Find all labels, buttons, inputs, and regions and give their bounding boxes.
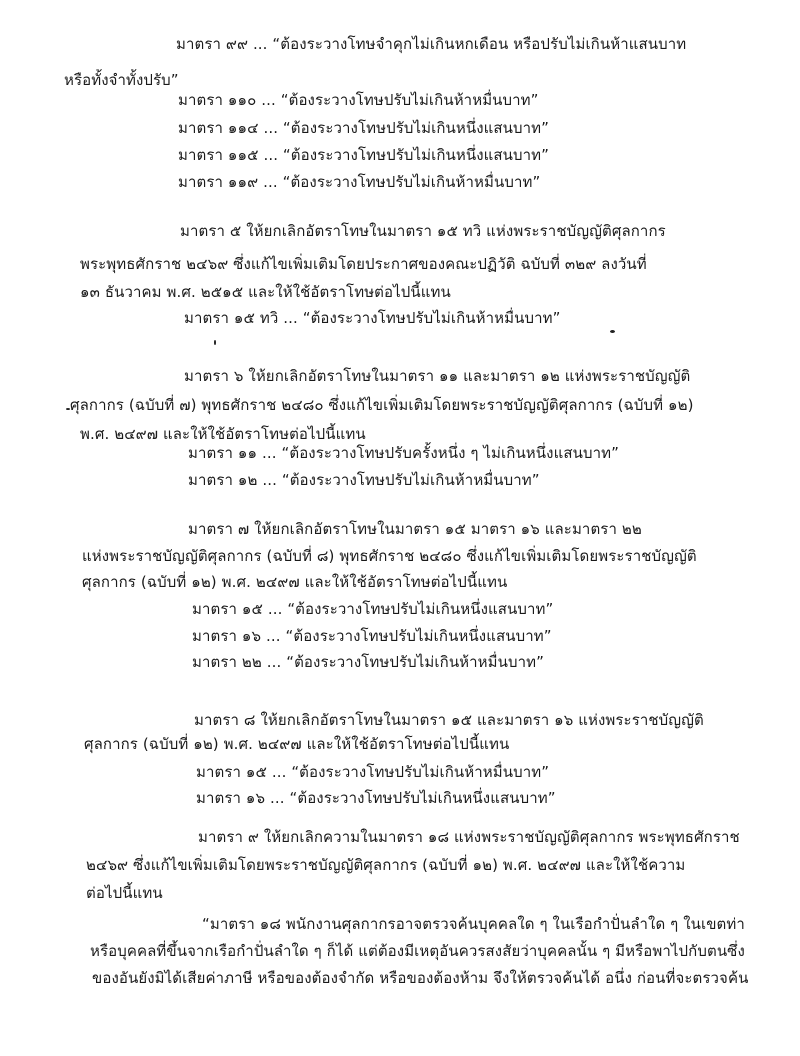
text-line: มาตรา ๑๕ ... “ต้องระวางโทษปรับไม่เกินห้าหมื่นบาท” — [196, 763, 550, 781]
text-line: มาตรา ๑๖ ... “ต้องระวางโทษปรับไม่เกินหนึ่งแสนบาท” — [192, 627, 552, 645]
text-line: ๑๓ ธันวาคม พ.ศ. ๒๕๑๕ และให้ใช้อัตราโทษต่อไปนี้แทน — [80, 283, 451, 301]
text-line: มาตรา ๘ ให้ยกเลิกอัตราโทษในมาตรา ๑๕ และมาตรา ๑๖ แห่งพระราชบัญญัติ — [194, 711, 704, 729]
text-line: มาตรา ๙๙ ... “ต้องระวางโทษจำคุกไม่เกินหกเดือน หรือปรับไม่เกินห้าแสนบาท — [176, 35, 687, 53]
text-line: พ.ศ. ๒๔๙๗ และให้ใช้อัตราโทษต่อไปนี้แทน — [80, 425, 366, 443]
text-line: มาตรา ๑๕ ... “ต้องระวางโทษปรับไม่เกินหนึ่งแสนบาท” — [192, 600, 554, 618]
text-line: มาตรา ๑๒ ... “ต้องระวางโทษปรับไม่เกินห้าหมื่นบาท” — [188, 471, 540, 489]
text-line: แห่งพระราชบัญญัติศุลกากร (ฉบับที่ ๘) พุทธศักราช ๒๔๘๐ ซึ่งแก้ไขเพิ่มเติมโดยพระราชบัญญัติ — [82, 547, 697, 565]
text-line: มาตรา ๑๖ ... “ต้องระวางโทษปรับไม่เกินหนึ่งแสนบาท” — [196, 789, 556, 807]
scan-speck — [610, 330, 615, 333]
text-line: มาตรา ๑๑๙ ... “ต้องระวางโทษปรับไม่เกินห้าหมื่นบาท” — [178, 173, 541, 191]
text-line: มาตรา ๑๑ ... “ต้องระวางโทษปรับครั้งหนึ่ง ๆ ไม่เกินหนึ่งแสนบาท” — [188, 444, 619, 462]
text-line: มาตรา ๑๑๕ ... “ต้องระวางโทษปรับไม่เกินหนึ่งแสนบาท” — [178, 146, 550, 164]
text-line: มาตรา ๖ ให้ยกเลิกอัตราโทษในมาตรา ๑๑ และมาตรา ๑๒ แห่งพระราชบัญญัติ — [184, 367, 691, 385]
text-line: ศุลกากร (ฉบับที่ ๑๒) พ.ศ. ๒๔๙๗ และให้ใช้อัตราโทษต่อไปนี้แทน — [82, 573, 508, 591]
text-line: “มาตรา ๑๘ พนักงานศุลกากรอาจตรวจค้นบุคคลใด ๆ ในเรือกำปั่นลำใด ๆ ในเขตท่า — [202, 915, 745, 933]
text-line: มาตรา ๗ ให้ยกเลิกอัตราโทษในมาตรา ๑๕ มาตรา ๑๖ และมาตรา ๒๒ — [188, 520, 642, 538]
text-line: มาตรา ๑๕ ทวิ ... “ต้องระวางโทษปรับไม่เกินห้าหมื่นบาท” — [184, 309, 561, 327]
scan-speck — [66, 408, 70, 410]
text-line: มาตรา ๒๒ ... “ต้องระวางโทษปรับไม่เกินห้าหมื่นบาท” — [192, 653, 545, 671]
text-line: มาตรา ๙ ให้ยกเลิกความในมาตรา ๑๘ แห่งพระราชบัญญัติศุลกากร พระพุทธศักราช — [198, 828, 740, 846]
text-line: ของอันยังมิได้เสียค่าภาษี หรือของต้องจำกัด หรือของต้องห้าม จึงให้ตรวจค้นได้ อนึ่ง ก่อนที่จะตรวจค้น — [92, 969, 749, 987]
text-line: ๒๔๖๙ ซึ่งแก้ไขเพิ่มเติมโดยพระราชบัญญัติศุลกากร (ฉบับที่ ๑๒) พ.ศ. ๒๔๙๗ และให้ใช้ความ — [86, 856, 686, 874]
scan-speck — [214, 340, 216, 345]
text-line: หรือทั้งจำทั้งปรับ” — [64, 71, 179, 89]
text-line: ศุลกากร (ฉบับที่ ๑๒) พ.ศ. ๒๔๙๗ และให้ใช้อัตราโทษต่อไปนี้แทน — [84, 735, 510, 753]
text-line: มาตรา ๕ ให้ยกเลิกอัตราโทษในมาตรา ๑๕ ทวิ แห่งพระราชบัญญัติศุลกากร — [180, 222, 666, 240]
text-line: พระพุทธศักราช ๒๔๖๙ ซึ่งแก้ไขเพิ่มเติมโดยประกาศของคณะปฏิวัติ ฉบับที่ ๓๒๙ ลงวันที่ — [80, 255, 647, 273]
text-line: หรือบุคคลที่ขึ้นจากเรือกำปั่นลำใด ๆ ก็ได้ แต่ต้องมีเหตุอันควรสงสัยว่าบุคคลนั้น ๆ มีหรือพาไปกับตนซึ่ง — [90, 942, 745, 960]
text-line: มาตรา ๑๑๔ ... “ต้องระวางโทษปรับไม่เกินหนึ่งแสนบาท” — [178, 119, 550, 137]
text-line: ต่อไปนี้แทน — [86, 884, 163, 902]
text-line: ศุลกากร (ฉบับที่ ๗) พุทธศักราช ๒๔๘๐ ซึ่งแก้ไขเพิ่มเติมโดยพระราชบัญญัติศุลกากร (ฉบับที่ ๑๒) — [70, 396, 694, 414]
text-line: มาตรา ๑๑๐ ... “ต้องระวางโทษปรับไม่เกินห้าหมื่นบาท” — [178, 91, 539, 109]
